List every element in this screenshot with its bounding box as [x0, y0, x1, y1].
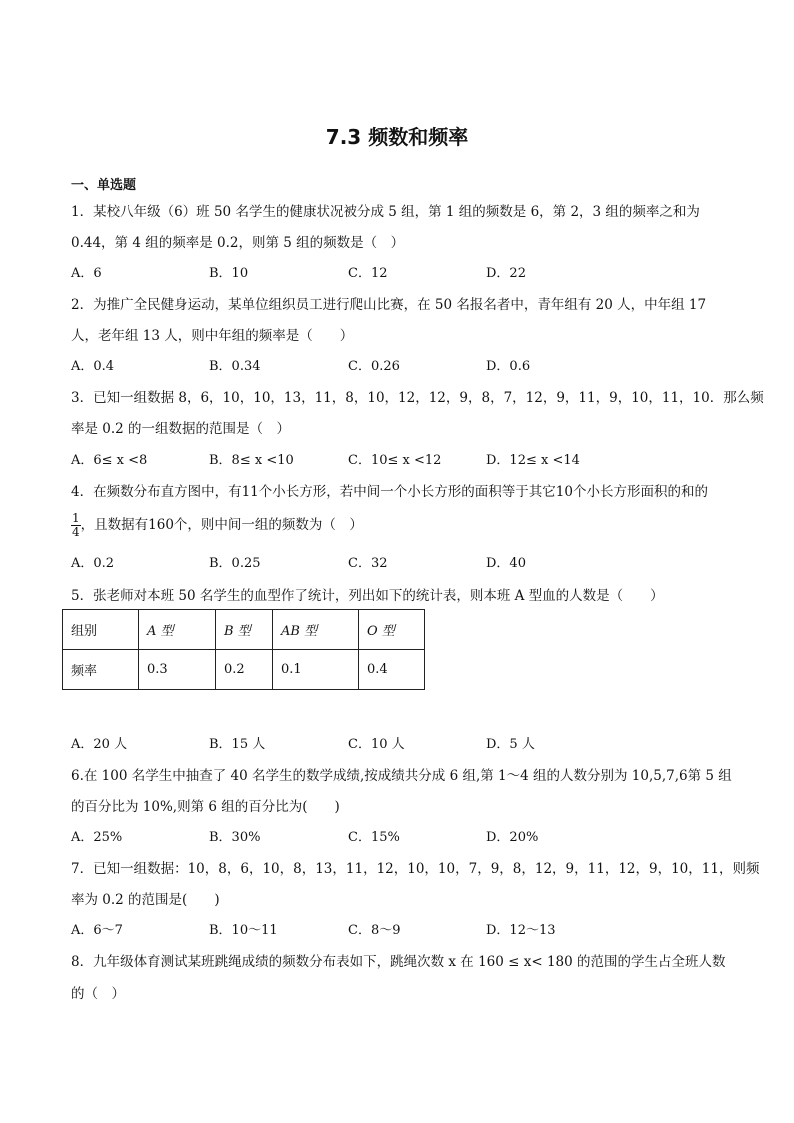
q1-option-a: A．6 — [71, 266, 102, 281]
q3-option-d: D．12≤ x <14 — [486, 453, 580, 468]
q5-stem-line1: 5．张老师对本班 50 名学生的血型作了统计，列出如下的统计表，则本班 A 型血的人数是（ ） — [71, 588, 664, 604]
q3-option-a: A．6≤ x <8 — [71, 453, 148, 468]
q1-option-c: C．12 — [348, 266, 388, 281]
section-heading: 一、单选题 — [71, 178, 137, 193]
table-cell: O 型 — [359, 610, 425, 650]
fraction-denominator: 4 — [72, 525, 80, 539]
q4-stem-line1: 4．在频数分布直方图中，有11个小长方形，若中间一个小长方形的面积等于其它10个小长方形面积的和的 — [71, 484, 708, 500]
table-row — [63, 650, 425, 690]
page-title: 7.3 频数和频率 — [325, 125, 469, 149]
table-cell: 0.4 — [359, 650, 425, 690]
q3-option-b: B．8≤ x <10 — [209, 453, 294, 468]
fraction-one-quarter — [71, 512, 81, 539]
q2-option-d: D．0.6 — [486, 359, 531, 374]
q8-stem-line2: 的（ ） — [71, 986, 125, 1002]
table-cell: B 型 — [216, 610, 273, 650]
q7-option-a: A．6～7 — [71, 923, 123, 938]
table-cell: 0.1 — [273, 650, 359, 690]
q4-option-a: A．0.2 — [71, 556, 115, 571]
q8-stem-line1: 8．九年级体育测试某班跳绳成绩的频数分布表如下，跳绳次数 x 在 160 ≤ x< 180 的范围的学生占全班人数 — [71, 954, 726, 970]
q6-option-b: B．30% — [209, 830, 261, 845]
q5-option-d: D．5 人 — [486, 737, 535, 752]
q2-stem-line2: 人，老年组 13 人，则中年组的频率是（ ） — [71, 328, 354, 344]
q6-option-a: A．25% — [71, 830, 123, 845]
q6-option-d: D．20% — [486, 830, 539, 845]
q2-option-b: B．0.34 — [209, 359, 261, 374]
q6-stem-line1: 6.在 100 名学生中抽查了 40 名学生的数学成绩,按成绩共分成 6 组,第 1～4 组的人数分别为 10,5,7,6第 5 组 — [71, 768, 732, 784]
table-header-row — [63, 610, 425, 650]
q7-option-b: B．10～11 — [209, 923, 278, 938]
table-cell: 频率 — [63, 650, 139, 690]
q4-stem-line2-text: ，且数据有160个，则中间一组的频数为（ ） — [80, 517, 363, 533]
table-cell: A 型 — [139, 610, 216, 650]
q4-stem-line2 — [71, 512, 363, 539]
q1-stem-line2: 0.44，第 4 组的频率是 0.2，则第 5 组的频数是（ ） — [71, 235, 405, 251]
q5-option-c: C．10 人 — [348, 737, 405, 752]
q7-option-c: C．8～9 — [348, 923, 401, 938]
q2-option-c: C．0.26 — [348, 359, 400, 374]
q4-option-b: B．0.25 — [209, 556, 261, 571]
q1-stem-line1: 1．某校八年级（6）班 50 名学生的健康状况被分成 5 组，第 1 组的频数是 6，第 2，3 组的频率之和为 — [71, 204, 700, 220]
q7-option-d: D．12～13 — [486, 923, 556, 938]
fraction-numerator: 1 — [72, 511, 80, 525]
q1-option-d: D．22 — [486, 266, 526, 281]
table-cell: 0.2 — [216, 650, 273, 690]
q3-option-c: C．10≤ x <12 — [348, 453, 442, 468]
table-cell: AB 型 — [273, 610, 359, 650]
q4-option-c: C．32 — [348, 556, 388, 571]
table-cell: 组别 — [63, 610, 139, 650]
q5-option-a: A．20 人 — [71, 737, 128, 752]
q6-stem-line2: 的百分比为 10%,则第 6 组的百分比为( ) — [71, 799, 340, 815]
q7-stem-line1: 7．已知一组数据：10，8，6，10，8，13，11，12，10，10，7，9，8，12，9，11，12，9，10，11，则频 — [71, 861, 760, 877]
q2-stem-line1: 2．为推广全民健身运动，某单位组织员工进行爬山比赛，在 50 名报名者中，青年组有 20 人，中年组 17 — [71, 297, 707, 313]
q1-option-b: B．10 — [209, 266, 249, 281]
q6-option-c: C．15% — [348, 830, 400, 845]
q7-stem-line2: 率为 0.2 的范围是( ) — [71, 892, 220, 908]
table-cell: 0.3 — [139, 650, 216, 690]
q3-stem-line1: 3．已知一组数据 8，6，10，10，13，11，8，10，12，12，9，8，7，12，9，11，9，10，11，10．那么频 — [71, 390, 764, 406]
q2-option-a: A．0.4 — [71, 359, 115, 374]
q4-option-d: D．40 — [486, 556, 526, 571]
q5-option-b: B．15 人 — [209, 737, 266, 752]
q3-stem-line2: 率是 0.2 的一组数据的范围是（ ） — [71, 421, 291, 437]
blood-type-table — [62, 609, 425, 690]
